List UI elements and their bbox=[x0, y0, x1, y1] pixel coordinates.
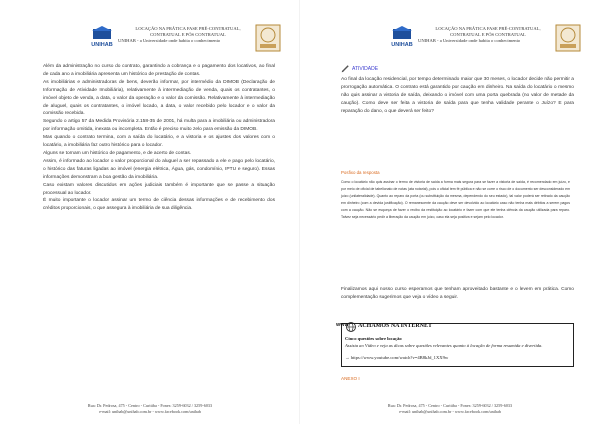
paragraph: Como o locatário não quis assinar o termo de vistoria de saída a forma mais segura para se fazer a vistoria de saída, é recomendado em juízo, e por meio de oficial de tabelionato de notas (ata notarial), pois o oficial tem fé pública e não se corre o risco de o documento ser desconsiderado em juízo (unilateralidade). Quanto ao reparo da porta (ou substituição da mesma, dependendo do seu estado), tal valor poderá ser retirado da caução em dinheiro (com a devida justificação). O remanescente da caução deve ser devolvido ao locatário caso não tenha mais débitos a serem pagos com a caução. Não se esqueça de fazer o recibo da restituição ao locatário e fazer com que ele tenha ciência da caução utilizada para reparo. Talvez seja necessário pedir a liberação da caução em juízo, caso ela seja positiva e sejam pelo locador. bbox=[341, 180, 570, 219]
paragraph: Além da administração no curso do contrato, garantindo a cobrança e o pagamento dos locativos, ao final de cada ano a imobiliária apresenta um histórico de prestação de contas. bbox=[43, 64, 275, 77]
paragraph: Finalizamos aqui nosso curso esperamos que tenham aproveitado bastante e o levem em prática. Como complementação sugerimos que veja o vídeo a seguir. bbox=[341, 287, 574, 300]
unihab-logo-text: UNIHAB bbox=[91, 42, 113, 48]
paragraph: Ao final da locação residencial, por tempo determinado maior que 30 meses, o locador decide não permitir a prorrogação automática. O contrato está garantido por caução em dinheiro. Na saída do locatário o mesmo não quis assinar a vistoria de saída, deixando o imóvel com uma porta quebrada (no valor de metade da caução). Como deve ser feita a vistoria de saída para que tenha validade perante o Juízo? E para reparação do dano, o que deverá ser feito? bbox=[341, 77, 574, 114]
internet-box-title: ACHAMOS NA INTERNET bbox=[358, 323, 433, 329]
header-line-1: LOCAÇÃO NA PRÁTICA FASE PRÉ-CONTRATUAL, bbox=[135, 26, 241, 31]
paragraph: As imobiliárias e administradoras de bens, deverão informar, por intermédio da DIMOB (Declaração de Informação de Atividade Imobiliária), relativamente à intermediação de venda, quais os contratantes, o imóvel objeto de venda, a data, o valor da operação e o valor da comissão. Relativamente à intermediação de aluguel, quais os contratantes, o imóvel locado, a data, o valor recebido pelo locador e o valor da comissão recebida. bbox=[43, 79, 275, 117]
seal-logo-icon bbox=[255, 24, 281, 52]
paragraph: Segundo o artigo 57 da Medida Provisória 2.158-35 de 2001, há multa para a imobiliária ou administradora por informação omitida, inexata ou incompleta. Então é preciso muito zelo para emissão da DIMOB. bbox=[43, 119, 275, 133]
header-line-1: LOCAÇÃO NA PRÁTICA FASE PRÉ-CONTRATUAL, bbox=[435, 26, 541, 31]
right-page-footer bbox=[300, 403, 600, 415]
video-link[interactable]: → https://www.youtube.com/watch?v=4B8kJd_1XX9w bbox=[345, 355, 449, 360]
activity-title: ATIVIDADE bbox=[352, 66, 379, 72]
paragraph: Mas quando o contrato termina, com a saída do locatário, e a vistoria e os ajustes dos valores com o locatário, a imobiliária faz outro histórico para o locador. bbox=[43, 135, 275, 149]
paragraph: Alguns se tornam um histórico de pagamento, e de acerto de contas. bbox=[43, 150, 192, 156]
answer-title: Posfixo da resposta bbox=[341, 170, 380, 175]
answer-text bbox=[341, 179, 570, 221]
unihab-logo-icon bbox=[390, 25, 414, 49]
footer-contact: e-mail: unihab@unihab.com.br - www.facebook.com/unihab bbox=[399, 409, 501, 414]
footer-address: Rua: Dr. Pedrosa, 475 - Centro - Curitiba - Fones: 3259-6032 / 3259-6033 bbox=[87, 403, 213, 408]
www-globe-icon bbox=[336, 320, 356, 332]
seal-logo-icon bbox=[555, 24, 581, 52]
left-page-header bbox=[0, 24, 300, 64]
video-title: Cinco questões sobre locação bbox=[345, 336, 402, 341]
unihab-logo-text: UNIHAB bbox=[391, 42, 413, 48]
header-line-3: UNIHAB - a Universidade onde habita o conhecimento bbox=[118, 38, 221, 43]
header-line-3: UNIHAB - a Universidade onde habita o conhecimento bbox=[418, 38, 521, 43]
footer-contact: e-mail: unihab@unihab.com.br - www.facebook.com/unihab bbox=[99, 409, 201, 414]
annex-label: ANEXO I bbox=[341, 376, 360, 381]
right-page-header bbox=[300, 24, 600, 64]
header-line-2: CONTRATUAL E PÓS CONTRATUAL bbox=[150, 32, 226, 37]
paragraph: Caso existam valores discutidos em ações judiciais também é importante que se passe a situação processual ao locador. bbox=[43, 182, 275, 196]
left-page-body bbox=[43, 63, 275, 213]
header-text bbox=[118, 26, 258, 44]
video-description: Assista ao Vídeo e veja as dicas sobre questões relevantes quanto à locação de forma resumida e divertida. bbox=[345, 343, 543, 348]
paragraph: Assim, é informado ao locador o valor proporcional do aluguel a ser repassado a ele e pago pelo locatário, o histórico das faturas ligadas ao imóvel (energia elétrica, Água, gás, condomínio, IPTU e seguro). Essas informações demonstram a boa gestão da imobiliária. bbox=[43, 158, 275, 180]
left-page-footer bbox=[0, 403, 300, 415]
footer-address: Rua: Dr. Pedrosa, 475 - Centro - Curitiba - Fones: 3259-6032 / 3259-6033 bbox=[387, 403, 513, 408]
header-text bbox=[418, 26, 558, 44]
unihab-logo-icon bbox=[90, 25, 114, 49]
closing-text bbox=[341, 286, 574, 302]
paragraph: É muito importante o locador assinar um termo de ciência dessas informações e de recebimento dos créditos proporcionais, o que assegura à imobiliária de sua diligência. bbox=[43, 198, 275, 212]
pencil-icon bbox=[341, 64, 350, 73]
header-line-2: CONTRATUAL E PÓS CONTRATUAL bbox=[450, 32, 526, 37]
activity-text bbox=[341, 76, 574, 116]
www-label: WWW bbox=[336, 322, 349, 327]
